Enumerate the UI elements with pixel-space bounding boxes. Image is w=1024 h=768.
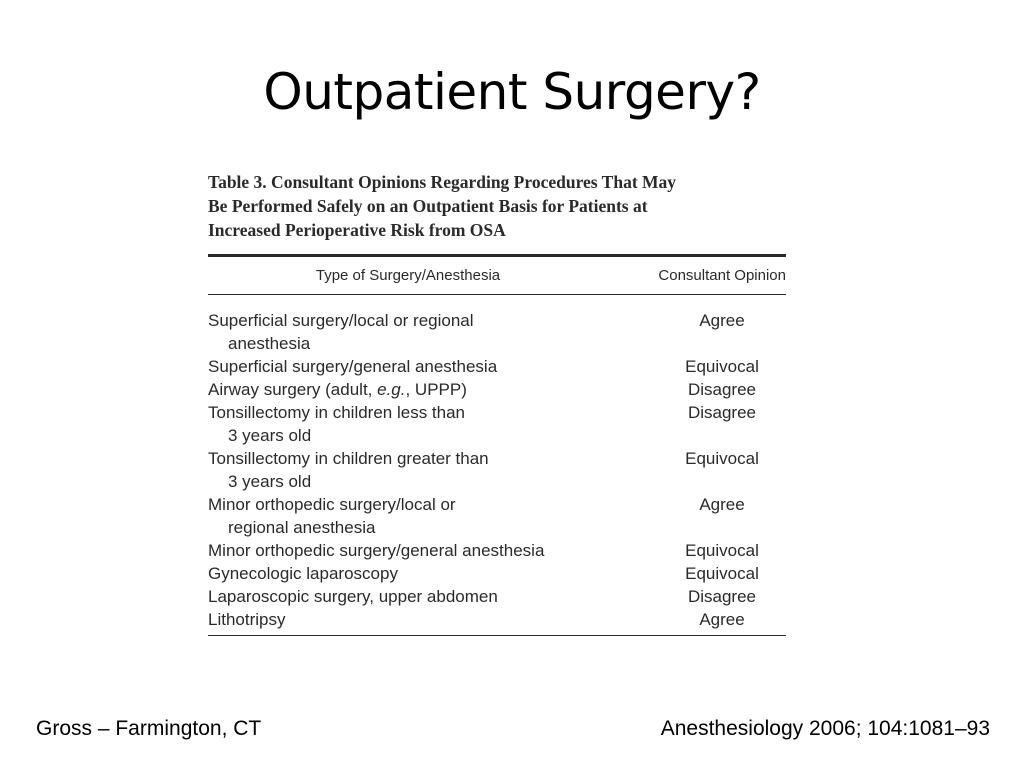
surgery-type-text: Laparoscopic surgery, upper abdomen [208,587,498,606]
surgery-type-continuation: 3 years old [228,426,312,445]
table-row [208,447,786,493]
surgery-type-text: Airway surgery (adult, e.g., UPPP) [208,380,467,399]
table-caption [208,170,786,242]
surgery-type-text: Superficial surgery/local or regional [208,311,474,330]
surgery-type-cell [208,447,628,493]
surgery-type-cell [208,562,628,585]
surgery-type-cell [208,539,628,562]
opinion-cell: Agree [699,610,745,629]
surgery-type-cell [208,378,628,401]
opinion-cell: Disagree [687,403,757,422]
opinion-cell: Equivocal [685,449,759,468]
surgery-type-text: Tonsillectomy in children greater than [208,449,489,468]
surgery-type-cell [208,493,628,539]
surgery-type-text: Minor orthopedic surgery/general anesthesia [208,541,545,560]
header-consultant-opinion: Consultant Opinion [658,267,786,284]
header-surgery-type: Type of Surgery/Anesthesia [315,267,501,284]
surgery-type-text: Lithotripsy [208,610,286,629]
surgery-type-continuation: anesthesia [228,334,311,353]
opinion-cell: Agree [699,495,745,514]
opinion-cell: Equivocal [685,541,759,560]
surgery-type-cell [208,585,628,608]
table-row [208,562,786,585]
opinion-cell: Equivocal [685,357,759,376]
surgery-type-cell [208,401,628,447]
surgery-type-continuation: regional anesthesia [228,518,376,537]
table-row [208,355,786,378]
table-body [208,295,786,635]
slide-title: Outpatient Surgery? [263,63,761,121]
footer-citation: Anesthesiology 2006; 104:1081–93 [660,717,990,740]
surgery-type-continuation: 3 years old [228,472,312,491]
opinion-cell: Agree [699,311,745,330]
surgery-type-cell [208,355,628,378]
surgery-type-cell [208,608,628,631]
surgery-type-text: Tonsillectomy in children less than [208,403,466,422]
consultant-opinions-table [208,170,786,636]
table-row [208,585,786,608]
surgery-type-cell [208,309,628,355]
surgery-type-text: Superficial surgery/general anesthesia [208,357,498,376]
table-row [208,309,786,355]
surgery-type-text: Gynecologic laparoscopy [208,564,398,583]
table-header-row [208,257,786,294]
surgery-type-text: Minor orthopedic surgery/local or [208,495,456,514]
footer-author: Gross – Farmington, CT [36,717,262,740]
table-row [208,493,786,539]
table-row [208,401,786,447]
table-row [208,539,786,562]
opinion-cell: Disagree [687,380,757,399]
table-row [208,378,786,401]
caption-line: Increased Perioperative Risk from OSA [208,220,506,240]
table-bottom-rule [208,635,786,636]
opinion-cell: Equivocal [685,564,759,583]
caption-line: Table 3. Consultant Opinions Regarding Procedures That May [208,172,677,192]
table-row [208,608,786,631]
caption-line: Be Performed Safely on an Outpatient Basis for Patients at [208,196,648,216]
opinion-cell: Disagree [687,587,757,606]
